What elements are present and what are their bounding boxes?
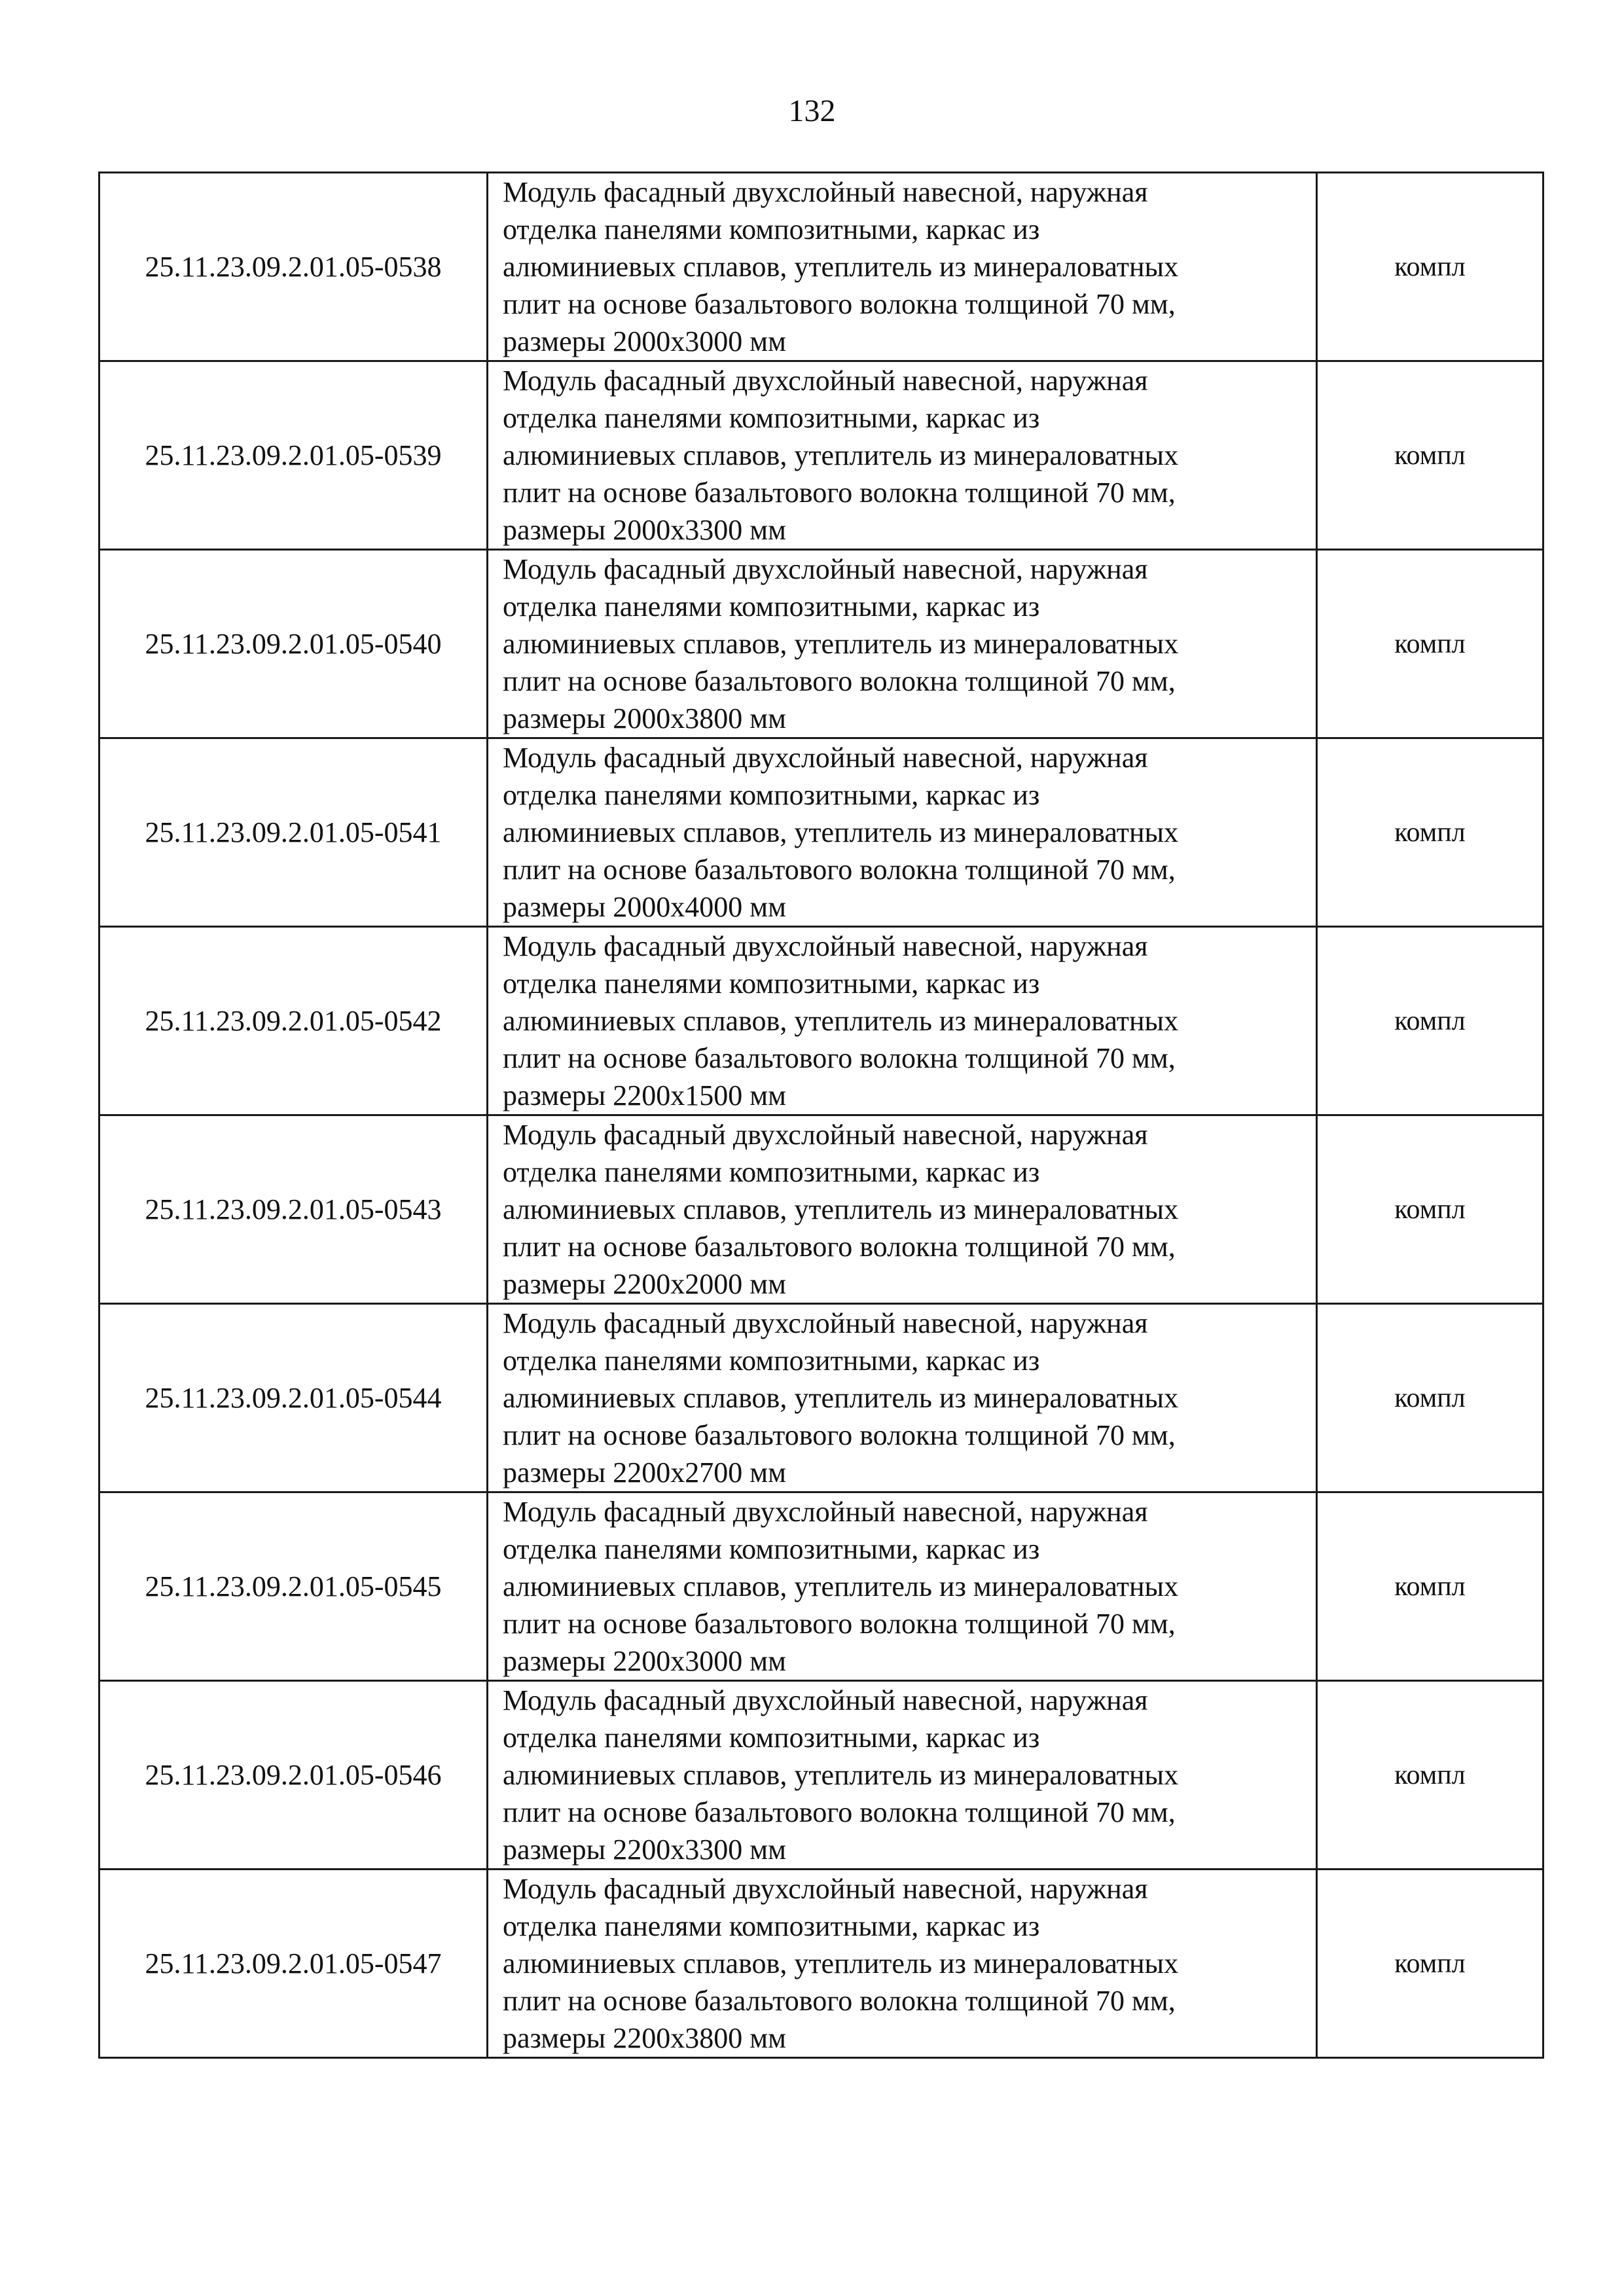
page-number: 132 — [788, 94, 836, 128]
description-line: алюминиевых сплавов, утеплитель из минераловатных — [503, 1005, 1179, 1037]
description-line: отделка панелями композитными, каркас из — [503, 779, 1040, 811]
description-line: Модуль фасадный двухслойный навесной, наружная — [503, 1873, 1148, 1905]
description-line: размеры 2200x2000 мм — [503, 1268, 786, 1300]
description-line: алюминиевых сплавов, утеплитель из минераловатных — [503, 1759, 1179, 1791]
description-line: Модуль фасадный двухслойный навесной, наружная — [503, 553, 1148, 585]
table-row — [99, 361, 1543, 550]
description-line: Модуль фасадный двухслойный навесной, наружная — [503, 1684, 1148, 1716]
table-row — [99, 1304, 1543, 1492]
description-line: размеры 2200x1500 мм — [503, 1079, 786, 1111]
unit-of-measure: компл — [1317, 1115, 1543, 1304]
table-row — [99, 1681, 1543, 1870]
resource-description — [488, 1304, 1317, 1492]
resource-code: 25.11.23.09.2.01.05-0543 — [99, 1115, 488, 1304]
unit-of-measure: компл — [1317, 1492, 1543, 1681]
resource-code: 25.11.23.09.2.01.05-0547 — [99, 1870, 488, 2058]
description-line: размеры 2200x3800 мм — [503, 2022, 786, 2054]
resource-description — [488, 1492, 1317, 1681]
description-line: алюминиевых сплавов, утеплитель из минераловатных — [503, 1193, 1179, 1225]
description-line: алюминиевых сплавов, утеплитель из минераловатных — [503, 439, 1179, 471]
resource-description — [488, 927, 1317, 1115]
resource-code: 25.11.23.09.2.01.05-0544 — [99, 1304, 488, 1492]
description-line: алюминиевых сплавов, утеплитель из минераловатных — [503, 1570, 1179, 1602]
description-line: размеры 2200x2700 мм — [503, 1456, 786, 1489]
description-line: плит на основе базальтового волокна толщиной 70 мм, — [503, 1231, 1176, 1263]
resource-code: 25.11.23.09.2.01.05-0542 — [99, 927, 488, 1115]
description-line: плит на основе базальтового волокна толщиной 70 мм, — [503, 1608, 1176, 1640]
description-line: отделка панелями композитными, каркас из — [503, 1345, 1040, 1377]
description-line: плит на основе базальтового волокна толщиной 70 мм, — [503, 1985, 1176, 2017]
unit-of-measure: компл — [1317, 361, 1543, 550]
resource-description — [488, 173, 1317, 361]
description-line: плит на основе базальтового волокна толщиной 70 мм, — [503, 1796, 1176, 1828]
resource-description — [488, 738, 1317, 927]
description-line: плит на основе базальтового волокна толщиной 70 мм, — [503, 288, 1176, 320]
table-row — [99, 927, 1543, 1115]
description-line: отделка панелями композитными, каркас из — [503, 1533, 1040, 1565]
description-line: размеры 2000x4000 мм — [503, 891, 786, 923]
description-line: отделка панелями композитными, каркас из — [503, 967, 1040, 1000]
description-line: плит на основе базальтового волокна толщиной 70 мм, — [503, 854, 1176, 886]
description-line: отделка панелями композитными, каркас из — [503, 590, 1040, 623]
unit-of-measure: компл — [1317, 927, 1543, 1115]
resource-description — [488, 1681, 1317, 1870]
description-line: размеры 2200x3000 мм — [503, 1645, 786, 1677]
description-line: отделка панелями композитными, каркас из — [503, 402, 1040, 434]
table-row — [99, 1870, 1543, 2058]
table-row — [99, 1492, 1543, 1681]
unit-of-measure: компл — [1317, 1304, 1543, 1492]
table-row — [99, 550, 1543, 738]
resource-description — [488, 1870, 1317, 2058]
description-line: плит на основе базальтового волокна толщиной 70 мм, — [503, 477, 1176, 509]
resource-code: 25.11.23.09.2.01.05-0546 — [99, 1681, 488, 1870]
description-line: отделка панелями композитными, каркас из — [503, 1156, 1040, 1188]
description-line: алюминиевых сплавов, утеплитель из минераловатных — [503, 628, 1179, 660]
resource-code: 25.11.23.09.2.01.05-0538 — [99, 173, 488, 361]
description-line: Модуль фасадный двухслойный навесной, наружная — [503, 930, 1148, 962]
description-line: Модуль фасадный двухслойный навесной, наружная — [503, 1119, 1148, 1151]
description-line: алюминиевых сплавов, утеплитель из минераловатных — [503, 816, 1179, 848]
resource-description — [488, 1115, 1317, 1304]
description-line: Модуль фасадный двухслойный навесной, наружная — [503, 1307, 1148, 1339]
description-line: Модуль фасадный двухслойный навесной, наружная — [503, 176, 1148, 208]
description-line: отделка панелями композитными, каркас из — [503, 1722, 1040, 1754]
table-row — [99, 1115, 1543, 1304]
description-line: Модуль фасадный двухслойный навесной, наружная — [503, 365, 1148, 397]
resource-description — [488, 550, 1317, 738]
unit-of-measure: компл — [1317, 1870, 1543, 2058]
description-line: алюминиевых сплавов, утеплитель из минераловатных — [503, 251, 1179, 283]
resource-code: 25.11.23.09.2.01.05-0541 — [99, 738, 488, 927]
resource-description — [488, 361, 1317, 550]
table-row — [99, 173, 1543, 361]
table-row — [99, 738, 1543, 927]
description-line: отделка панелями композитными, каркас из — [503, 213, 1040, 245]
description-line: алюминиевых сплавов, утеплитель из минераловатных — [503, 1382, 1179, 1414]
description-line: размеры 2000x3000 мм — [503, 325, 786, 357]
description-line: Модуль фасадный двухслойный навесной, наружная — [503, 742, 1148, 774]
resource-code: 25.11.23.09.2.01.05-0545 — [99, 1492, 488, 1681]
unit-of-measure: компл — [1317, 738, 1543, 927]
description-line: размеры 2200x3300 мм — [503, 1834, 786, 1866]
description-line: алюминиевых сплавов, утеплитель из минераловатных — [503, 1947, 1179, 1979]
description-line: плит на основе базальтового волокна толщиной 70 мм, — [503, 1419, 1176, 1451]
description-line: отделка панелями композитными, каркас из — [503, 1910, 1040, 1942]
unit-of-measure: компл — [1317, 550, 1543, 738]
price-table — [98, 172, 1544, 2059]
description-line: Модуль фасадный двухслойный навесной, наружная — [503, 1496, 1148, 1528]
unit-of-measure: компл — [1317, 1681, 1543, 1870]
description-line: плит на основе базальтового волокна толщиной 70 мм, — [503, 665, 1176, 697]
description-line: размеры 2000x3300 мм — [503, 514, 786, 546]
resource-code: 25.11.23.09.2.01.05-0539 — [99, 361, 488, 550]
resource-code: 25.11.23.09.2.01.05-0540 — [99, 550, 488, 738]
unit-of-measure: компл — [1317, 173, 1543, 361]
description-line: плит на основе базальтового волокна толщиной 70 мм, — [503, 1042, 1176, 1074]
description-line: размеры 2000x3800 мм — [503, 702, 786, 734]
